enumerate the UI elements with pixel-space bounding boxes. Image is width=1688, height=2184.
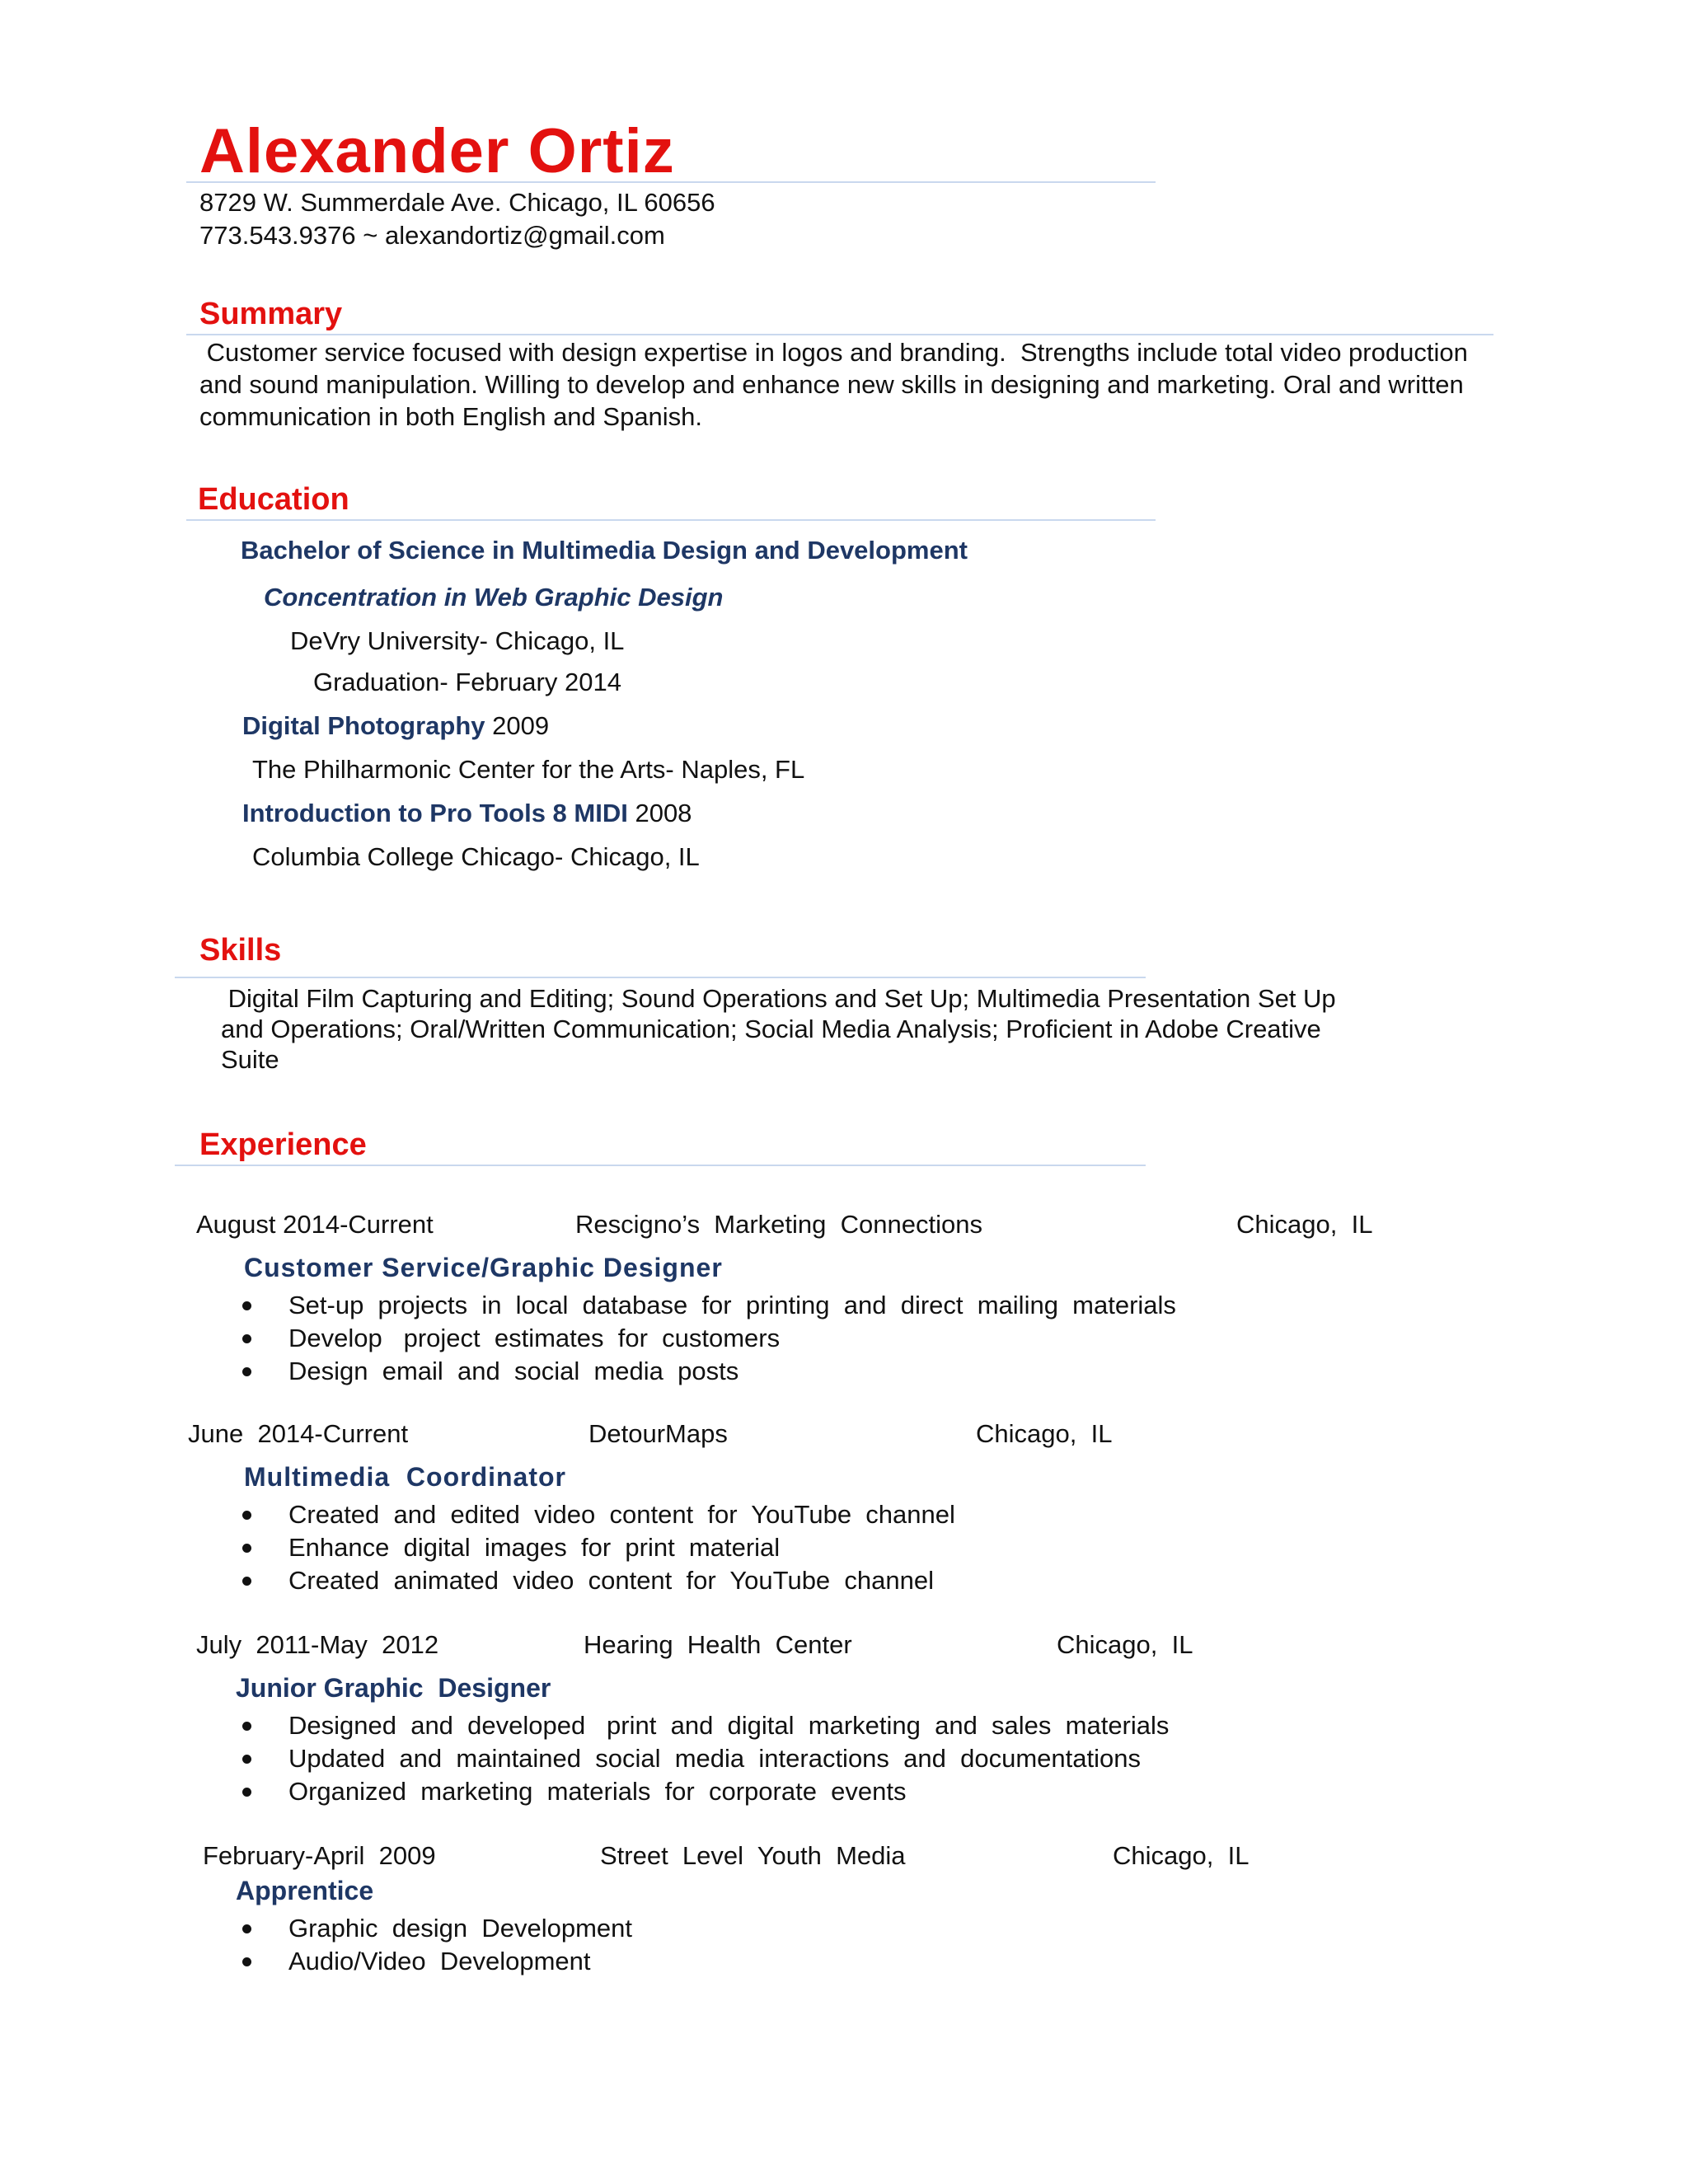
skills-divider xyxy=(175,977,1146,978)
education-heading: Education xyxy=(198,482,349,517)
education-item-pro-tools xyxy=(242,799,692,828)
list-item: Design email and social media posts xyxy=(242,1355,1176,1388)
skills-heading: Skills xyxy=(199,933,282,968)
bullet-icon xyxy=(242,1957,251,1966)
course-place: The Philharmonic Center for the Arts- Naples, FL xyxy=(252,755,805,784)
address-line: 8729 W. Summerdale Ave. Chicago, IL 60656 xyxy=(199,188,715,217)
list-item: Graphic design Development xyxy=(242,1912,632,1945)
skills-line: and Operations; Oral/Written Communication; Social Media Analysis; Proficient in Adobe Creative xyxy=(221,1015,1321,1043)
school-name: DeVry University- Chicago, IL xyxy=(290,626,625,655)
job-location: Chicago, IL xyxy=(1057,1630,1193,1659)
bullet-icon xyxy=(242,1334,251,1343)
summary-line: Customer service focused with design expertise in logos and branding. Strengths include total video production xyxy=(199,338,1468,367)
job-dates: August 2014-Current xyxy=(196,1210,434,1239)
bullet-icon xyxy=(242,1511,251,1520)
job-role: Multimedia Coordinator xyxy=(244,1462,566,1492)
course-year: 2008 xyxy=(627,799,692,827)
job-bullets xyxy=(242,1709,1169,1808)
job-company: Hearing Health Center xyxy=(584,1630,852,1659)
list-item: Set-up projects in local database for printing and direct mailing materials xyxy=(242,1289,1176,1322)
bullet-icon xyxy=(242,1544,251,1553)
job-role: Junior Graphic Designer xyxy=(236,1673,551,1703)
degree-title: Bachelor of Science in Multimedia Design and Development xyxy=(241,536,968,565)
job-role: Customer Service/Graphic Designer xyxy=(244,1253,723,1282)
education-divider xyxy=(186,519,1156,521)
job-bullets xyxy=(242,1498,955,1597)
list-item: Updated and maintained social media interactions and documentations xyxy=(242,1742,1169,1775)
list-item: Enhance digital images for print material xyxy=(242,1531,955,1564)
job-dates: July 2011-May 2012 xyxy=(196,1630,439,1659)
course-name: Digital Photography xyxy=(242,711,485,740)
course-place: Columbia College Chicago- Chicago, IL xyxy=(252,842,700,871)
graduation-date: Graduation- February 2014 xyxy=(313,668,621,696)
list-item: Designed and developed print and digital marketing and sales materials xyxy=(242,1709,1169,1742)
bullet-icon xyxy=(242,1367,251,1376)
candidate-name: Alexander Ortiz xyxy=(199,116,675,186)
job-bullets xyxy=(242,1289,1176,1388)
job-location: Chicago, IL xyxy=(1236,1210,1373,1239)
job-location: Chicago, IL xyxy=(1113,1841,1250,1870)
list-item: Develop project estimates for customers xyxy=(242,1322,1176,1355)
skills-line: Digital Film Capturing and Editing; Sound Operations and Set Up; Multimedia Presentation Set Up xyxy=(221,984,1336,1013)
summary-line: and sound manipulation. Willing to develop and enhance new skills in designing and marketing. Oral and written xyxy=(199,370,1464,399)
education-item-photography xyxy=(242,711,549,741)
course-name: Introduction to Pro Tools 8 MIDI xyxy=(242,799,628,827)
course-year: 2009 xyxy=(485,711,550,740)
skills-text xyxy=(221,983,1336,1075)
experience-divider xyxy=(175,1165,1146,1166)
list-item: Organized marketing materials for corporate events xyxy=(242,1775,1169,1808)
bullet-icon xyxy=(242,1924,251,1933)
summary-divider xyxy=(186,334,1493,335)
summary-line: communication in both English and Spanish. xyxy=(199,402,703,431)
job-bullets xyxy=(242,1912,632,1978)
bullet-icon xyxy=(242,1788,251,1797)
degree-concentration: Concentration in Web Graphic Design xyxy=(264,583,724,612)
phone-email-line: 773.543.9376 ~ alexandortiz@gmail.com xyxy=(199,221,665,250)
bullet-icon xyxy=(242,1577,251,1586)
job-location: Chicago, IL xyxy=(976,1419,1113,1448)
summary-text xyxy=(199,336,1468,433)
job-company: DetourMaps xyxy=(588,1419,728,1448)
header-divider xyxy=(186,181,1156,183)
skills-line: Suite xyxy=(221,1045,279,1074)
experience-heading: Experience xyxy=(199,1127,367,1162)
list-item: Created and edited video content for YouTube channel xyxy=(242,1498,955,1531)
list-item: Audio/Video Development xyxy=(242,1945,632,1978)
job-dates: June 2014-Current xyxy=(188,1419,409,1448)
job-dates: February-April 2009 xyxy=(203,1841,436,1870)
bullet-icon xyxy=(242,1301,251,1310)
job-company: Street Level Youth Media xyxy=(600,1841,906,1870)
list-item: Created animated video content for YouTube channel xyxy=(242,1564,955,1597)
job-role: Apprentice xyxy=(236,1876,374,1905)
job-company: Rescigno’s Marketing Connections xyxy=(575,1210,982,1239)
summary-heading: Summary xyxy=(199,297,343,331)
bullet-icon xyxy=(242,1755,251,1764)
bullet-icon xyxy=(242,1722,251,1731)
